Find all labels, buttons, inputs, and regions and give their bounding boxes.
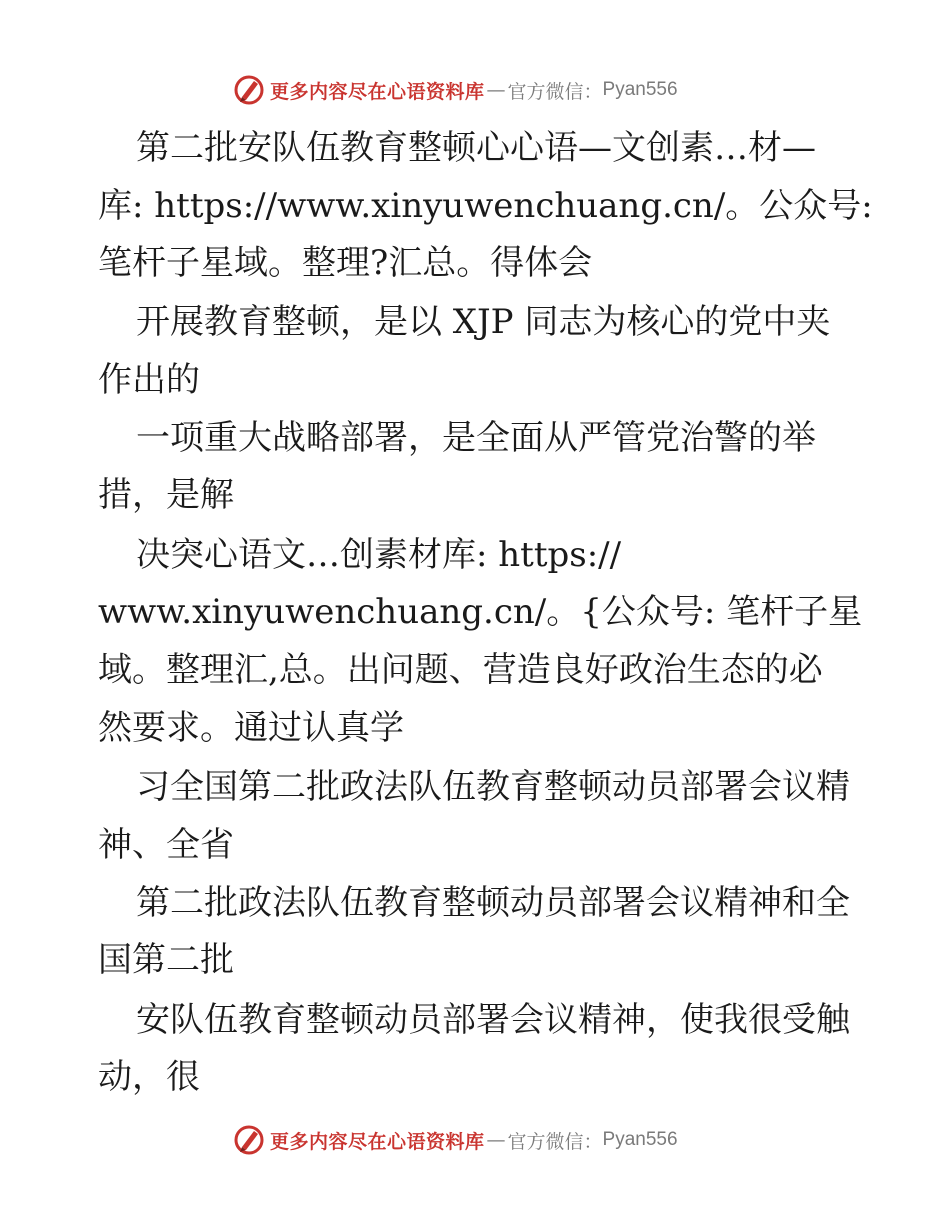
text-line: 安队伍教育整顿动员部署会议精神，使我很受触 (136, 1000, 850, 1040)
text-line: 措，是解 (98, 475, 234, 515)
pen-circle-logo-icon (232, 73, 266, 107)
text-line: 神、全省 (98, 825, 234, 865)
text-line: 然要求。通过认真学 (98, 708, 404, 748)
text-line: 动，很 (98, 1057, 200, 1097)
text-line: 第二批政法队伍教育整顿动员部署会议精神和全 (136, 883, 850, 923)
banner-wechat-id: Pyan556 (602, 79, 678, 100)
banner-dash: — (486, 1129, 506, 1151)
banner-wechat-label: 官方微信： (507, 80, 603, 103)
banner-wechat-id: Pyan556 (602, 1129, 678, 1150)
text-line: 作出的 (98, 360, 200, 400)
text-line: 决突心语文…创素材库: https:// (136, 535, 622, 575)
text-line: 笔杆子星域。整理?汇总。得体会 (98, 243, 593, 283)
footer-banner (232, 1122, 678, 1158)
text-line: 库: https://www.xinyuwenchuang.cn/。公众号: (98, 186, 873, 226)
text-line: 一项重大战略部署，是全面从严管党治警的举 (136, 418, 816, 458)
text-line: 第二批安队伍教育整顿心心语—文创素…材— (136, 128, 816, 168)
header-banner (232, 72, 678, 108)
text-line: 开展教育整顿，是以 XJP 同志为核心的党中夹 (136, 302, 831, 342)
banner-dash: — (486, 79, 506, 101)
banner-wechat-label: 官方微信： (507, 1130, 603, 1153)
text-line: www.xinyuwenchuang.cn/。{公众号: 笔杆子星 (98, 592, 863, 632)
banner-slogan: 更多内容尽在心语资料库 (270, 80, 485, 103)
text-line: 域。整理汇,总。出问题、营造良好政治生态的必 (98, 650, 823, 690)
banner-slogan: 更多内容尽在心语资料库 (270, 1130, 485, 1153)
text-line: 习全国第二批政法队伍教育整顿动员部署会议精 (136, 767, 850, 807)
text-line: 国第二批 (98, 940, 234, 980)
pen-circle-logo-icon (232, 1123, 266, 1157)
